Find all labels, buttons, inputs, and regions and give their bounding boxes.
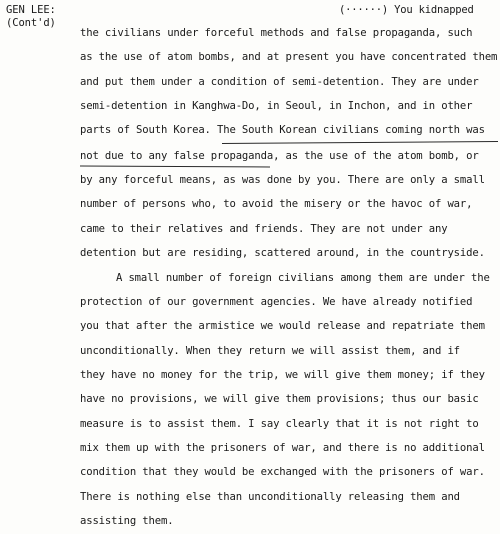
body-line: condition that they would be exchanged with the prisoners of war.: [80, 466, 485, 478]
speaker-continued-note: (Cont'd): [6, 17, 56, 29]
body-line: the civilians under forceful methods and false propaganda, such: [80, 27, 473, 39]
body-line: There is nothing else than unconditionally releasing them and: [80, 491, 460, 503]
body-line: parts of South Korea. The South Korean civilians coming north was: [80, 124, 485, 136]
body-line: not due to any false propaganda, as the use of the atom bomb, or: [80, 150, 479, 162]
body-line: came to their relatives and friends. They are not under any: [80, 223, 448, 235]
continuation-text: (······) You kidnapped: [339, 4, 474, 16]
body-line: measure is to assist them. I say clearly that it is not right to: [80, 418, 479, 430]
body-line: detention but are residing, scattered around, in the countryside.: [80, 247, 485, 259]
body-line: assisting them.: [80, 515, 174, 527]
body-line: have no provisions, we will give them provisions; thus our basic: [80, 393, 479, 405]
body-line: and put them under a condition of semi-detention. They are under: [80, 76, 479, 88]
body-line: as the use of atom bombs, and at present you have concentrated them: [80, 51, 498, 63]
body-line: number of persons who, to avoid the misery or the havoc of war,: [80, 198, 473, 210]
body-line: unconditionally. When they return we will assist them, and if: [80, 345, 460, 357]
body-line: mix them up with the prisoners of war, and there is no additional: [80, 442, 485, 454]
body-line: they have no money for the trip, we will give them money; if they: [80, 369, 485, 381]
speaker-name: GEN LEE:: [6, 4, 56, 16]
speaker-label: [6, 4, 56, 30]
underline-mark: [222, 141, 498, 144]
body-line: you that after the armistice we would release and repatriate them: [80, 320, 485, 332]
underline-mark: [80, 166, 270, 168]
paragraph-start-line: A small number of foreign civilians among them are under the: [116, 272, 490, 284]
body-line: by any forceful means, as was done by you. There are only a small: [80, 174, 485, 186]
body-line: semi-detention in Kanghwa-Do, in Seoul, in Inchon, and in other: [80, 100, 473, 112]
body-line: protection of our government agencies. We have already notified: [80, 296, 473, 308]
